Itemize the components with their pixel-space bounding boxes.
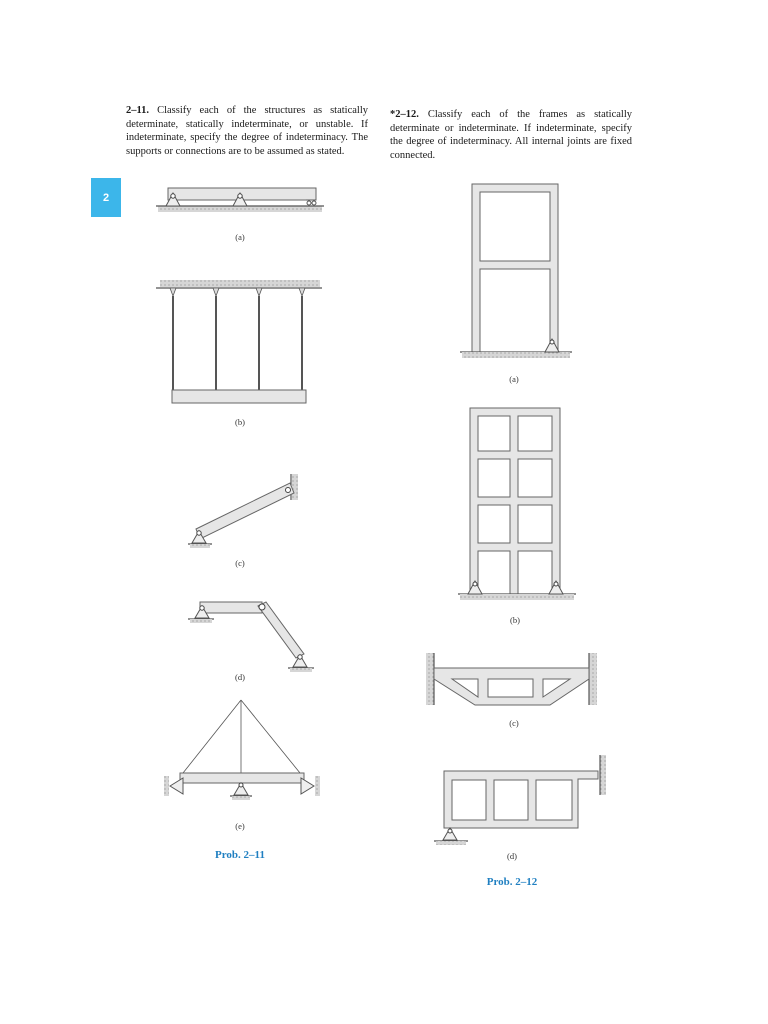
- right-wall-hatch: [589, 653, 597, 705]
- figure-2-11-e: [164, 700, 320, 831]
- beam: [180, 773, 304, 783]
- figure-2-12-b: [458, 408, 576, 625]
- problem-2-11-number: 2–11.: [126, 105, 150, 116]
- problem-2-11-text: Classify each of the structures as statically determinate, statically indeterminate, or unstable. If indeterminate, specify the degree of indeterminacy. The supports or connections are to be assumed as stated.: [126, 105, 369, 157]
- pin-support: [230, 783, 252, 800]
- inclined-member: [258, 602, 304, 658]
- prob-2-12-label: Prob. 2–12: [486, 876, 538, 888]
- problem-2-12-number: *2–12.: [390, 109, 419, 120]
- figure-2-11-c: [188, 474, 298, 568]
- ground-hatch: [460, 594, 574, 600]
- figure-2-12-d: [434, 755, 606, 861]
- caption-2-12-d: (d): [507, 851, 517, 861]
- horizontal-member: [200, 602, 262, 613]
- figure-2-11-d: [188, 602, 314, 682]
- caption-2-12-a: (a): [509, 374, 519, 384]
- figure-2-11-b: [156, 280, 322, 427]
- caption-2-11-a: (a): [235, 232, 245, 242]
- cantilever-frame: [444, 771, 598, 828]
- caption-2-12-b: (b): [510, 615, 520, 625]
- rocker-support: [306, 200, 316, 205]
- ground-hatch: [462, 352, 570, 358]
- inclined-member: [196, 483, 294, 539]
- internal-pin: [259, 604, 265, 610]
- hanger-rod: [299, 288, 305, 390]
- ground-hatch: [158, 206, 322, 212]
- pin-support: [549, 581, 563, 594]
- left-wall-hatch: [426, 653, 434, 705]
- wall-hatch: [292, 474, 298, 500]
- prob-2-11-label: Prob. 2–11: [215, 849, 265, 861]
- hanger-rod: [256, 288, 262, 390]
- caption-2-11-c: (c): [235, 558, 245, 568]
- figure-2-11-a: [156, 188, 324, 242]
- caption-2-12-c: (c): [509, 718, 519, 728]
- hanger-rod: [213, 288, 219, 390]
- pin-support: [288, 655, 314, 672]
- caption-2-11-b: (b): [235, 417, 245, 427]
- wall-hatch: [600, 755, 606, 795]
- caption-2-11-d: (d): [235, 672, 245, 682]
- cable-left: [183, 700, 241, 773]
- suspended-beam: [172, 390, 306, 403]
- figure-2-12-a: [460, 184, 572, 384]
- chapter-tab: 2: [91, 178, 121, 217]
- truss-frame: [434, 668, 589, 705]
- pin-support: [434, 828, 468, 845]
- cable-right: [241, 700, 300, 773]
- caption-2-11-e: (e): [235, 821, 245, 831]
- hanger-rod: [170, 288, 176, 390]
- figure-2-12-c: [426, 653, 597, 728]
- two-story-frame: [472, 184, 558, 352]
- four-story-frame: [470, 408, 560, 594]
- ceiling-hatch: [160, 280, 320, 287]
- fixed-end: [286, 488, 291, 493]
- problem-2-12-text: Classify each of the frames as statically determinate or indeterminate. If indeterminate, specify the degree of indeterminacy. All internal joints are fixed connected.: [390, 109, 632, 161]
